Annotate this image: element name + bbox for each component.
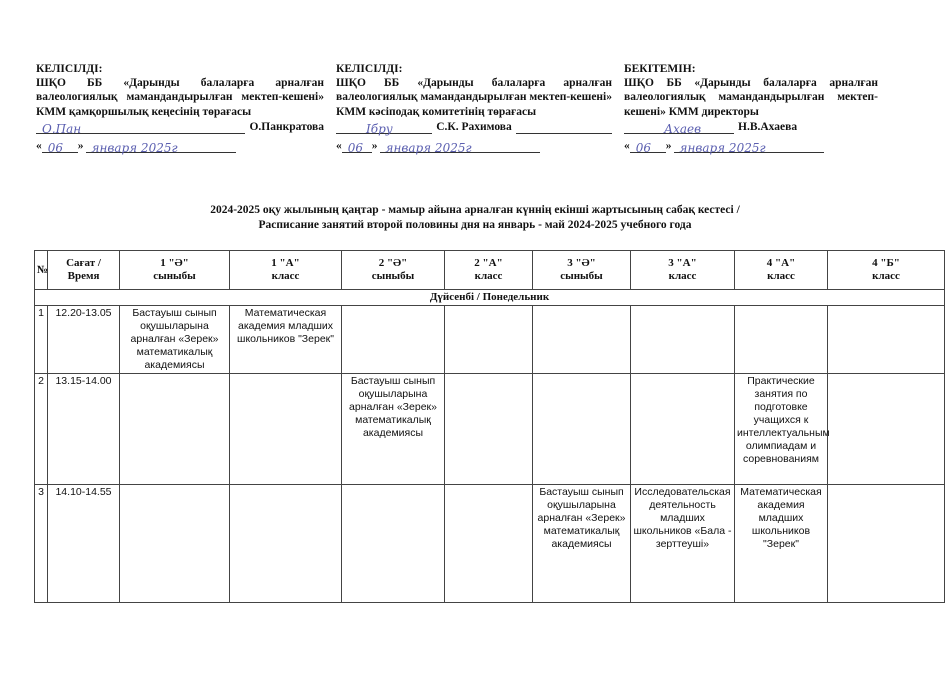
row-time: 14.10-14.55 <box>48 485 120 603</box>
table-cell <box>342 306 445 374</box>
table-cell <box>445 306 533 374</box>
table-cell <box>342 485 445 603</box>
table-row <box>35 374 945 485</box>
row-number: 1 <box>35 306 48 374</box>
table-cell <box>230 374 342 485</box>
approval-date: « 06 » января 2025г <box>336 137 612 153</box>
table-cell: Бастауыш сынып оқушыларына арналған «Зерек» математикалық академиясы <box>120 306 230 374</box>
signature-line <box>36 120 324 134</box>
header-class-2a: 2 "А" класс <box>445 251 533 290</box>
table-cell <box>828 306 945 374</box>
signatory-name: Н.В.Ахаева <box>738 120 798 133</box>
table-row <box>35 485 945 603</box>
table-cell: Практические занятия по подготовке учащихся к интеллектуальным олимпиадам и соревнованиям <box>735 374 828 485</box>
approval-title: БЕКІТЕМІН: <box>624 63 696 75</box>
handwritten-signature: Ахаев <box>664 121 702 136</box>
row-time: 13.15-14.00 <box>48 374 120 485</box>
approval-title: КЕЛІСІЛДІ: <box>36 63 103 75</box>
header-row <box>35 251 945 290</box>
handwritten-signature: О.Пан <box>42 121 82 136</box>
date-day: 06 <box>635 140 652 155</box>
table-cell <box>631 374 735 485</box>
header-time: Сағат / Время <box>48 251 120 290</box>
table-cell: Математическая академия младших школьников "Зерек" <box>230 306 342 374</box>
date-month-year: января 2025г <box>91 140 178 155</box>
row-time: 12.20-13.05 <box>48 306 120 374</box>
date-month-year: января 2025г <box>679 140 766 155</box>
header-class-2e: 2 "Ә" сыныбы <box>342 251 445 290</box>
table-cell <box>533 306 631 374</box>
table-cell <box>445 374 533 485</box>
table-cell <box>230 485 342 603</box>
table-row <box>35 306 945 374</box>
approval-date: « 06 » января 2025г <box>36 137 324 153</box>
date-month-year: января 2025г <box>385 140 472 155</box>
date-day: 06 <box>47 140 64 155</box>
table-cell: Исследовательская деятельность младших школьников «Бала - зерттеуші» <box>631 485 735 603</box>
header-class-1a: 1 "А" класс <box>230 251 342 290</box>
approval-block-2 <box>336 62 612 153</box>
signature-line <box>624 120 878 134</box>
date-day: 06 <box>347 140 364 155</box>
title-kazakh: 2024-2025 оқу жылының қаңтар - мамыр айына арналған күннің екінші жартысының сабақ кестесі / <box>210 204 740 216</box>
table-cell <box>120 485 230 603</box>
header-number: № <box>35 251 48 290</box>
table-cell <box>735 306 828 374</box>
signatory-name: О.Панкратова <box>249 120 324 133</box>
header-class-4a: 4 "А" класс <box>735 251 828 290</box>
table-cell <box>828 374 945 485</box>
approval-date: « 06 » января 2025г <box>624 137 878 153</box>
approval-organization: ШҚО ББ «Дарынды балаларға арналған валеологиялық мамандандырылған мектеп-кешені» КММ кәсіподақ комитетінің төрағасы <box>336 77 612 118</box>
row-number: 2 <box>35 374 48 485</box>
table-cell <box>631 306 735 374</box>
header-class-1e: 1 "Ә" сыныбы <box>120 251 230 290</box>
table-cell: Бастауыш сынып оқушыларына арналған «Зерек» математикалық академиясы <box>342 374 445 485</box>
schedule-table <box>34 250 945 603</box>
handwritten-signature: Ібру <box>366 121 393 136</box>
header-class-3a: 3 "А" класс <box>631 251 735 290</box>
document-title <box>0 203 950 233</box>
title-russian: Расписание занятий второй половины дня на январь - май 2024-2025 учебного года <box>258 219 692 231</box>
day-label: Дүйсенбі / Понедельник <box>35 290 945 306</box>
signature-line <box>336 120 612 134</box>
approval-organization: ШҚО ББ «Дарынды балаларға арналған валеологиялық мамандандырылған мектеп-кешені» КММ қамқоршылық кеңесінің төрағасы <box>36 77 324 118</box>
approval-title: КЕЛІСІЛДІ: <box>336 63 403 75</box>
table-cell: Бастауыш сынып оқушыларына арналған «Зерек» математикалық академиясы <box>533 485 631 603</box>
table-cell: Математическая академия младших школьников "Зерек" <box>735 485 828 603</box>
signatory-name: С.К. Рахимова <box>436 120 512 133</box>
approval-organization: ШҚО ББ «Дарынды балаларға арналған валеологиялық мамандандырылған мектеп-кешені» КММ директоры <box>624 77 878 118</box>
table-cell <box>533 374 631 485</box>
header-class-4b: 4 "Б" класс <box>828 251 945 290</box>
approval-block-1 <box>36 62 324 153</box>
table-cell <box>445 485 533 603</box>
table-cell <box>828 485 945 603</box>
day-row <box>35 290 945 306</box>
table-cell <box>120 374 230 485</box>
header-class-3e: 3 "Ә" сыныбы <box>533 251 631 290</box>
approval-block-3 <box>624 62 878 153</box>
row-number: 3 <box>35 485 48 603</box>
